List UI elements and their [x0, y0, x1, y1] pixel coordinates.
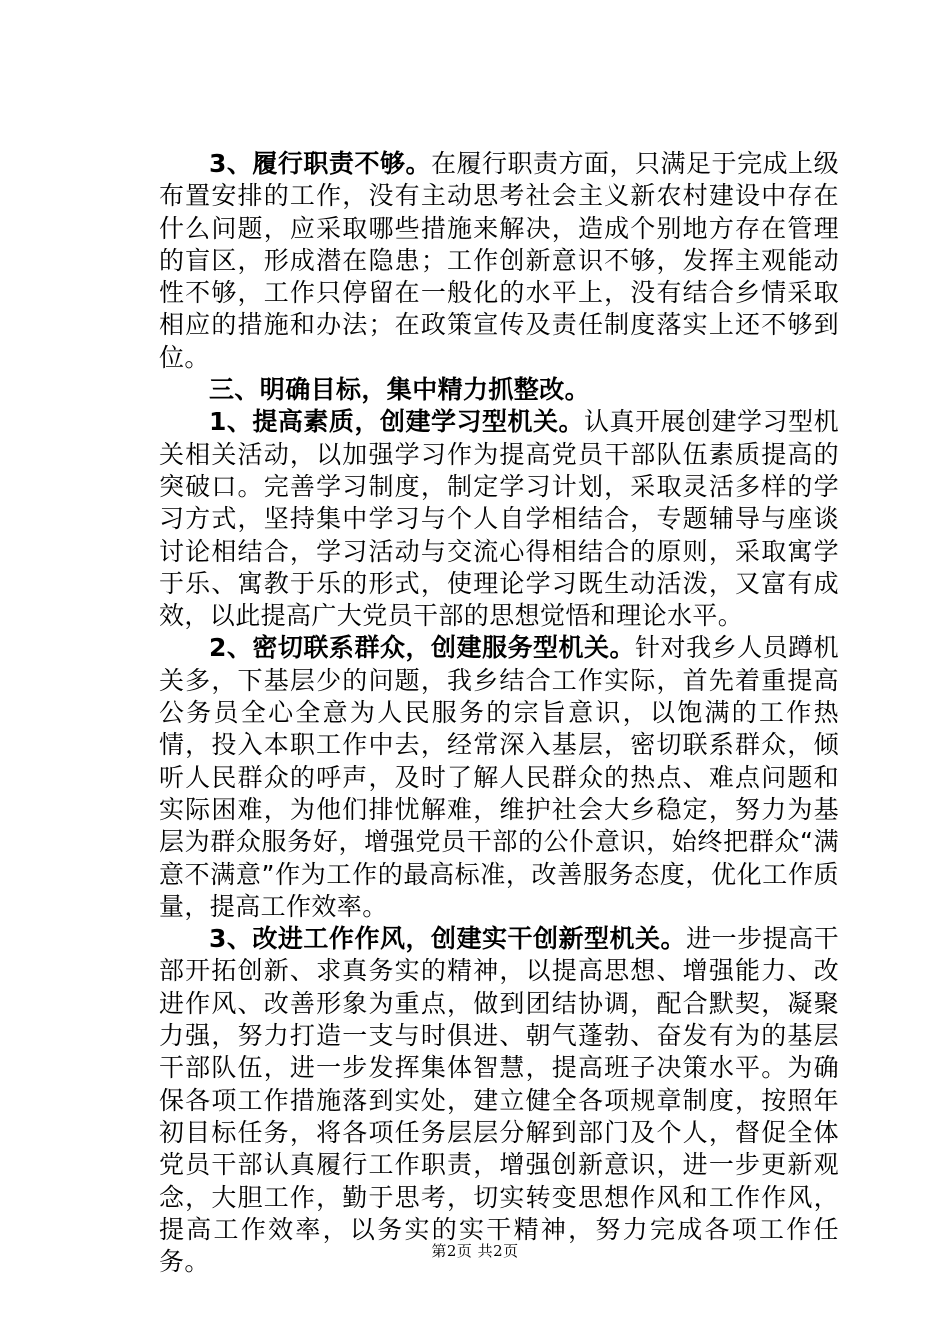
paragraph-service [159, 632, 839, 923]
paragraph-lead: 1、提高素质，创建学习型机关。 [209, 407, 585, 437]
page-footer: 第2页 共2页 [431, 1242, 519, 1260]
paragraph-body: 进一步提高干部开拓创新、求真务实的精神，以提高思想、增强能力、改进作风、改善形象为重点，做到团结协调，配合默契，凝聚力强，努力打造一支与时俱进、朝气蓬勃、奋发有为的基层干部队伍，进一步发挥集体智慧，提高班子决策水平。为确保各项工作措施落到实处，建立健全各项规章制度，按照年初目标任务，将各项任务层层分解到部门及个人，督促全体党员干部认真履行工作职责，增强创新意识，进一步更新观念，大胆工作，勤于思考，切实转变思想作风和工作作风，提高工作效率，以务实的实干精神，努力完成各项工作任务。 [159, 924, 840, 1277]
paragraph-study [159, 406, 839, 632]
paragraph-duty [159, 148, 839, 374]
paragraph-lead: 2、密切联系群众，创建服务型机关。 [209, 633, 636, 663]
paragraph-workstyle [159, 923, 839, 1278]
paragraph-body: 在履行职责方面，只满足于完成上级布置安排的工作，没有主动思考社会主义新农村建设中存在什么问题，应采取哪些措施来解决，造成个别地方存在管理的盲区，形成潜在隐患；工作创新意识不够，发挥主观能动性不够，工作只停留在一般化的水平上，没有结合乡情采取相应的措施和办法；在政策宣传及责任制度落实上还不够到位。 [159, 149, 839, 372]
paragraph-lead: 3、履行职责不够。 [209, 149, 431, 178]
paragraph-body: 针对我乡人员蹲机关多，下基层少的问题，我乡结合工作实际，首先着重提高公务员全心全意为人民服务的宗旨意识，以饱满的工作热情，投入本职工作中去，经常深入基层，密切联系群众，倾听人民群众的呼声，及时了解人民群众的热点、难点问题和实际困难，为他们排忧解难，维护社会大乡稳定，努力为基层为群众服务好，增强党员干部的公仆意识，始终把群众“满意不满意”作为工作的最高标准，改善服务态度，优化工作质量，提高工作效率。 [159, 633, 840, 921]
section-heading: 三、明确目标，集中精力抓整改。 [209, 375, 591, 405]
paragraph-lead: 3、改进工作作风，创建实干创新型机关。 [209, 924, 687, 954]
paragraph-body: 认真开展创建学习型机关相关活动，以加强学习作为提高党员干部队伍素质提高的突破口。完善学习制度，制定学习计划，采取灵活多样的学习方式，坚持集中学习与个人自学相结合，专题辅导与座谈讨论相结合，学习活动与交流心得相结合的原则，采取寓学于乐、寓教于乐的形式，使理论学习既生动活泼，又富有成效，以此提高广大党员干部的思想觉悟和理论水平。 [159, 407, 839, 631]
document-body [159, 148, 839, 1278]
